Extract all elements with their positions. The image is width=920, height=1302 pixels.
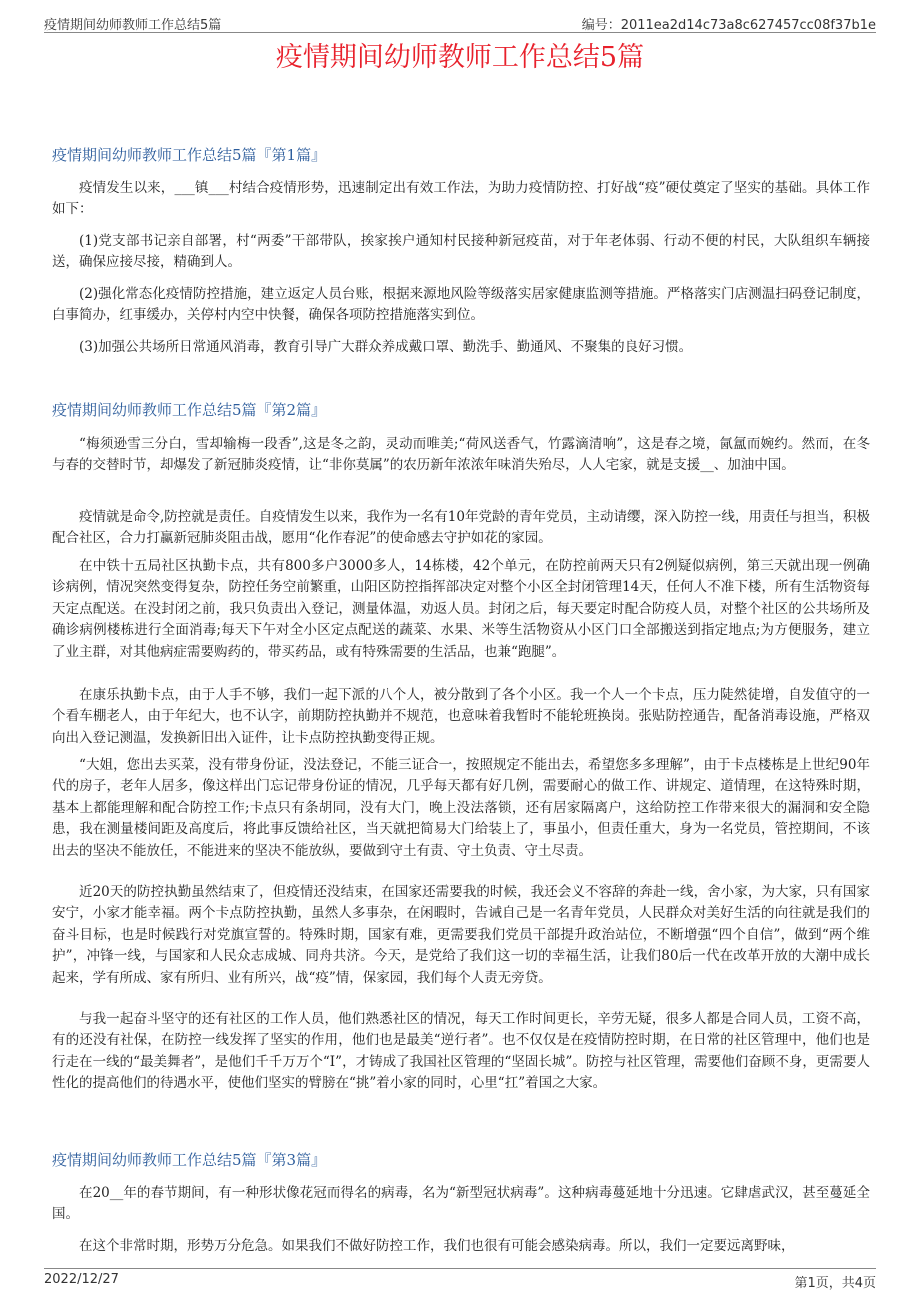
header-doc-id: 编号：2011ea2d14c73a8c627457cc08f37b1e (581, 18, 876, 33)
paragraph: 近20天的防控执勤虽然结束了，但疫情还没结束，在国家还需要我的时候，我还会义不容辞的奔赴一线，舍小家，为大家，只有国家安宁，小家才能幸福。两个卡点防控执勤，虽然人多事杂，在闲暇时，告诫自己是一名青年党员，人民群众对美好生活的向往就是我们的奋斗目标，也是时候践行对党旗宣誓的。特殊时期，国家有难，更需要我们党员干部提升政治站位，不断增强“四个自信”，做到“两个维护”，冲锋一线，与国家和人民众志成城、同舟共济。今天，是党给了我们这一切的幸福生活，让我们80后一代在改革开放的大潮中成长起来，学有所成、家有所归、业有所兴，战“疫”情，保家园，我们每个人责无旁贷。 (52, 884, 870, 986)
paragraph: 在20__年的春节期间，有一种形状像花冠而得名的病毒，名为“新型冠状病毒”。这种病毒蔓延地十分迅速。它肆虐武汉，甚至蔓延全国。 (52, 1185, 870, 1223)
paragraph: 在康乐执勤卡点，由于人手不够，我们一起下派的八个人，被分散到了各个小区。我一个人一个卡点，压力陡然徒增，自发值守的一个看车棚老人，由于年纪大，也不认字，前期防控执勤并不规范，也意味着我暂时不能轮班换岗。张贴防控通告，配备消毒设施，严格双向出入登记测温，发换新旧出入证件，让卡点防控执勤变得正规。 (52, 687, 870, 746)
paragraph: 疫情就是命令,防控就是责任。自疫情发生以来，我作为一名有10年党龄的青年党员，主动请缨，深入防控一线，用责任与担当，积极配合社区，合力打赢新冠肺炎阻击战，愿用“化作春泥”的使命感去守护如花的家园。 (52, 509, 870, 547)
document-title: 疫情期间幼师教师工作总结5篇 (275, 42, 645, 73)
paragraph: “梅须逊雪三分白，雪却输梅一段香”,这是冬之韵，灵动而唯美;“荷风送香气，竹露滴清响”，这是春之境，氤氲而婉约。然而，在冬与春的交替时节，却爆发了新冠肺炎疫情，让“非你莫属”的农历新年浓浓年味消失殆尽，人人宅家，就是支援__、加油中国。 (52, 436, 870, 474)
paragraph: 与我一起奋斗坚守的还有社区的工作人员，他们熟悉社区的情况，每天工作时间更长，辛劳无疑，很多人都是合同人员，工资不高，有的还没有社保，在防控一线发挥了坚实的作用，他们也是最美“逆行者”。也不仅仅是在疫情防控时期，在日常的社区管理中，他们也是行走在一线的“最美舞者”，是他们千千万万个“I”，才铸成了我国社区管理的“坚固长城”。防控与社区管理，需要他们奋顾不身，更需要人性化的提高他们的待遇水平，使他们坚实的臂膀在“挑”着小家的同时，心里“扛”着国之大家。 (52, 1011, 870, 1092)
paragraph: 疫情发生以来，___镇___村结合疫情形势，迅速制定出有效工作法，为助力疫情防控、打好战“疫”硬仗奠定了坚实的基础。具体工作如下： (52, 180, 870, 218)
paragraph: (2)强化常态化疫情防控措施，建立返定人员台账，根据来源地风险等级落实居家健康监测等措施。严格落实门店测温扫码登记制度，白事简办，红事缓办，关停村内空中快餐，确保各项防控措施落实到位。 (52, 286, 870, 324)
paragraph: “大姐，您出去买菜，没有带身份证，没法登记，不能三证合一，按照规定不能出去，希望您多多理解”，由于卡点楼栋是上世纪90年代的房子，老年人居多，像这样出门忘记带身份证的情况，几乎每天都有好几例，需要耐心的做工作、讲规定、道情理，在这特殊时期，基本上都能理解和配合防控工作;卡点只有条胡同，没有大门，晚上没法落锁，还有居家隔离户，这给防控工作带来很大的漏洞和安全隐患，我在测量楼间距及高度后，将此事反馈给社区，当天就把简易大门给装上了，事虽小，但责任重大，身为一名党员，管控期间，不该出去的坚决不能放任，不能进来的坚决不能放纵，要做到守土有责、守土负责、守土尽责。 (52, 757, 870, 859)
page-number: 第1页，共4页 (794, 1276, 876, 1291)
header-doc-title: 疫情期间幼师教师工作总结5篇 (44, 18, 222, 33)
page-footer (44, 1272, 876, 1290)
page-header (44, 12, 876, 32)
paragraph: 在这个非常时期，形势万分危急。如果我们不做好防控工作，我们也很有可能会感染病毒。所以，我们一定要远离野味， (79, 1238, 795, 1254)
section-heading-3: 疫情期间幼师教师工作总结5篇『第3篇』 (52, 1151, 327, 1169)
paragraph: (3)加强公共场所日常通风消毒，教育引导广大群众养成戴口罩、勤洗手、勤通风、不聚集的良好习惯。 (79, 339, 693, 355)
section-heading-1: 疫情期间幼师教师工作总结5篇『第1篇』 (52, 146, 327, 164)
header-divider (44, 32, 876, 33)
section-heading-2: 疫情期间幼师教师工作总结5篇『第2篇』 (52, 401, 327, 419)
footer-date: 2022/12/27 (44, 1272, 119, 1287)
paragraph: 在中铁十五局社区执勤卡点，共有800多户3000多人，14栋楼，42个单元，在防控前两天只有2例疑似病例，第三天就出现一例确诊病例，情况突然变得复杂，防控任务空前繁重，山阳区防控指挥部决定对整个小区全封闭管理14天，任何人不准下楼，所有生活物资每天定点配送。在没封闭之前，我只负责出入登记，测量体温，劝返人员。封闭之后，每天要定时配合防疫人员，对整个社区的公共场所及确诊病例楼栋进行全面消毒;每天下午对全小区定点配送的蔬菜、水果、米等生活物资从小区门口全部搬送到指定地点;为方便服务，建立了业主群，对其他病症需要购药的，带买药品，或有特殊需要的生活品，也兼“跑腿”。 (52, 558, 870, 660)
paragraph: (1)党支部书记亲自部署，村“两委”干部带队，挨家挨户通知村民接种新冠疫苗，对于年老体弱、行动不便的村民，大队组织车辆接送，确保应接尽接，精确到人。 (52, 233, 870, 271)
footer-divider (44, 1268, 876, 1269)
